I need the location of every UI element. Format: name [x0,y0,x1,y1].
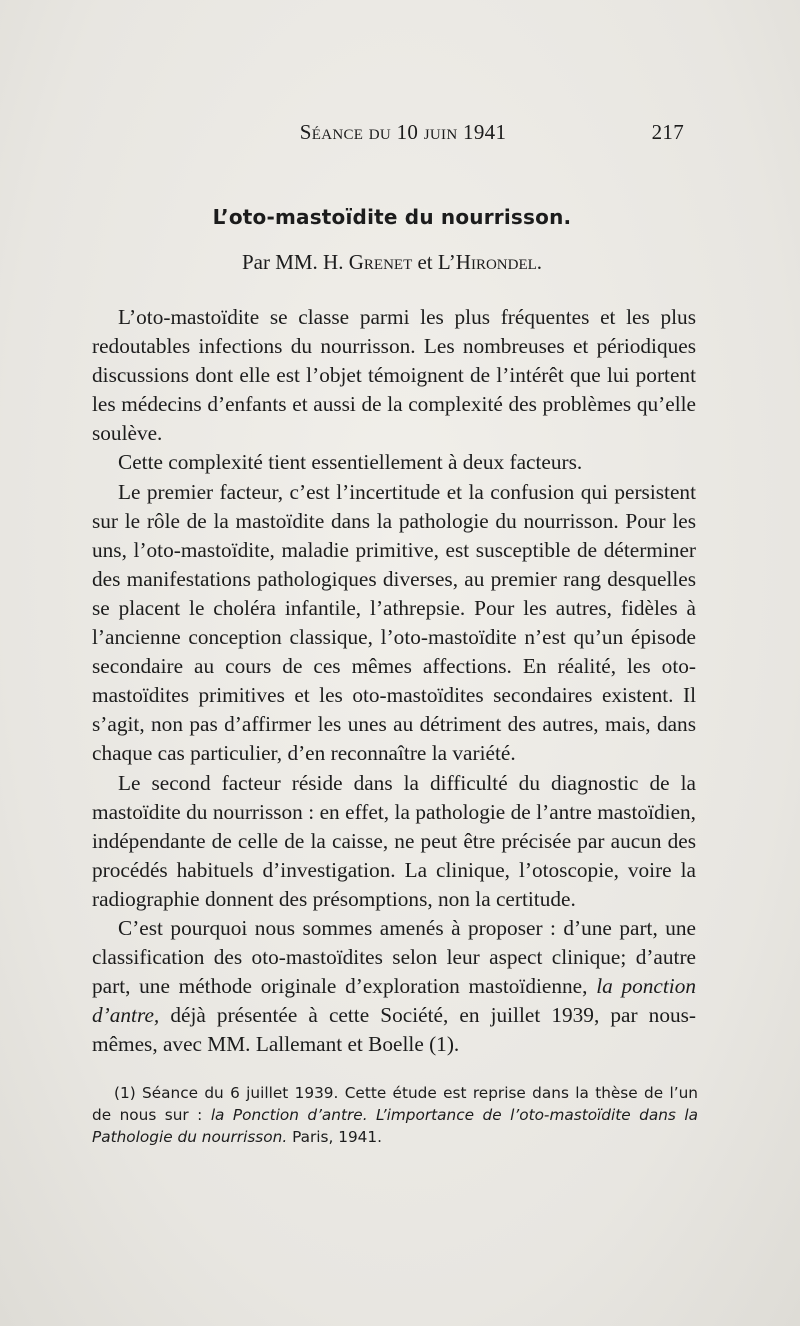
running-head-month: juin [423,120,458,144]
footnote-text [92,1082,698,1148]
article-title: L’oto-mastoïdite du nourrisson. [212,205,572,229]
author-lhirondel: L’Hirondel. [437,250,543,274]
paragraph-3: Le premier facteur, c’est l’incertitude et la confusion qui persistent sur le rôle de la mastoïdite dans la pathologie du nourrisson. Pour les uns, l’oto-mastoïdite, maladie primitive, est susceptible de déterminer des manifestations pathologiques diverses, au premier rang desquelles se placent le choléra infantile, l’athrepsie. Pour les autres, fidèles à l’ancienne conception classique, l’oto-mastoïdite n’est qu’un épisode secondaire au cours de ces mêmes affections. En réalité, les oto-mastoïdites primitives et les oto-mastoïdites secondaires existent. Il s’agit, non pas d’affirmer les unes au détriment des autres, mais, dans chaque cas particulier, d’en reconnaître la variété. [92,479,696,766]
paragraph-5-text-end: déjà présentée à cette Société, en juillet 1939, par nous-mêmes, avec MM. Lallemant et Boelle (1). [92,1003,697,1057]
authors-conjunction: et [417,250,433,274]
running-head-title [92,118,684,146]
footnote-italic: la Ponction d’antre. L’importance de l’oto-mastoïdite dans la Pathologie du nourrisson. [92,1106,698,1146]
article-body [92,303,696,1059]
paragraph-2: Cette complexité tient essentiellement à deux facteurs. [118,450,583,475]
running-head-year: 1941 [463,120,507,144]
running-head [92,118,684,146]
footnote-after: Paris, 1941. [292,1128,383,1146]
paragraph-5-italic: la ponction d’antre, [92,974,697,1028]
paragraph-1: L’oto-mastoïdite se classe parmi les plus fréquentes et les plus redoutables infections du nourrisson. Les nombreuses et périodiques discussions dont elle est l’objet témoignent de l’intérêt que lui portent les médecins d’enfants et aussi de la complexité des problèmes qu’elle soulève. [92,305,696,446]
footnote [92,1082,698,1148]
paragraph-5 [92,914,696,1059]
authors-prefix: Par MM. H. [241,250,344,274]
page-number: 217 [651,120,684,144]
running-head-date: 10 [396,120,419,144]
footnote-before: (1) Séance du 6 juillet 1939. Cette étude est reprise dans la thèse de l’un de nous sur : [92,1084,698,1124]
paragraph-4: Le second facteur réside dans la difficulté du diagnostic de la mastoïdite du nourrisson : en effet, la pathologie de l’antre mastoïdien, indépendante de celle de la caisse, ne peut être précisée par aucun des procédés habituels d’investigation. La clinique, l’otoscopie, voire la radiographie donnent des présomptions, non la certitude. [92,770,696,911]
running-head-seance: Séance du [299,120,392,144]
paragraph-5-text: C’est pourquoi nous sommes amenés à proposer : d’une part, une classification des oto-mastoïdites selon leur aspect clinique; d’autre part, une méthode originale d’exploration mastoïdienne, [92,915,696,999]
author-grenet: Grenet [348,250,413,274]
authors-line [92,250,692,275]
